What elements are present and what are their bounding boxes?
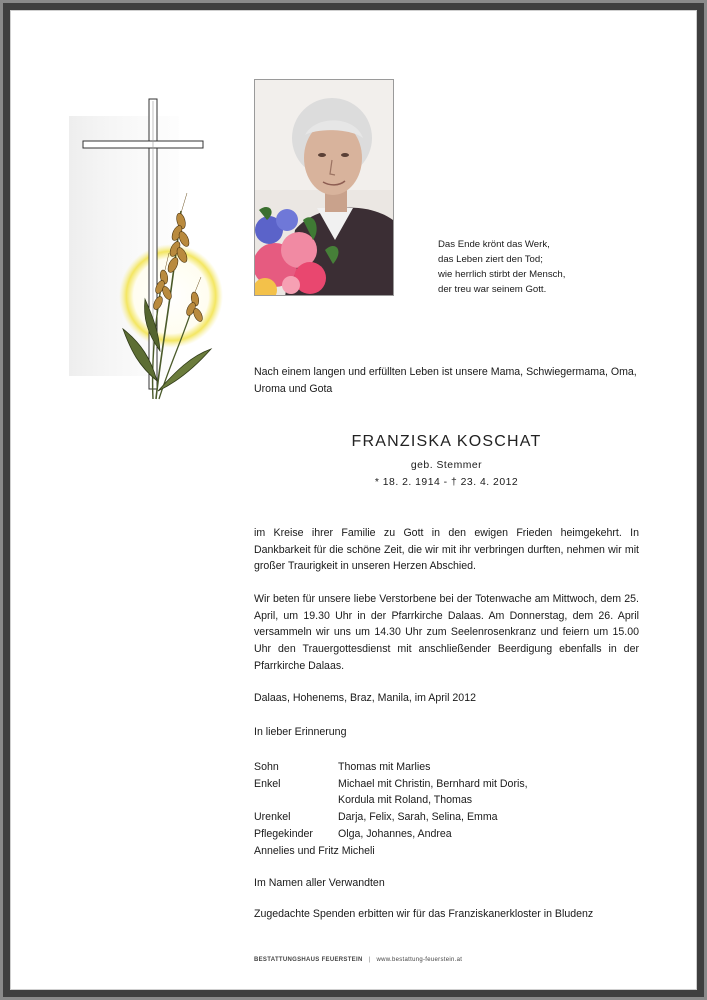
- funeral-home-name: BESTATTUNGSHAUS FEUERSTEIN: [254, 957, 363, 963]
- birth-name: geb. Stemmer: [410, 460, 483, 471]
- family-row: [254, 826, 528, 843]
- poem-line: der treu war seinem Gott.: [438, 284, 547, 295]
- family-names: Michael mit Christin, Bernhard mit Doris,: [338, 777, 528, 790]
- portrait-photo: [254, 79, 394, 296]
- footer-separator: |: [368, 957, 371, 963]
- place-date: Dalaas, Hohenems, Braz, Manila, im April 2012: [254, 692, 476, 704]
- family-role: Pflegekinder: [254, 827, 313, 840]
- poem: [438, 237, 565, 297]
- life-dates: * 18. 2. 1914 - † 23. 4. 2012: [374, 477, 519, 488]
- deceased-name: FRANZISKA KOSCHAT: [351, 433, 542, 450]
- family-list: [254, 759, 528, 859]
- paragraph-farewell: im Kreise ihrer Familie zu Gott in den ewigen Frieden heimgekehrt. In Dankbarkeit für die schöne Zeit, die wir mit ihr verbringen durften, nehmen wir mit großer Traurigkeit in unseren Herzen Abschied.: [254, 527, 639, 573]
- funeral-home-website[interactable]: www.bestattung-feuerstein.at: [376, 957, 463, 963]
- family-row: [254, 776, 528, 793]
- family-role: Enkel: [254, 777, 281, 790]
- poem-line: Das Ende krönt das Werk,: [438, 239, 550, 250]
- family-row: [254, 759, 528, 776]
- family-names: Darja, Felix, Sarah, Selina, Emma: [338, 811, 498, 824]
- family-row: [254, 843, 528, 860]
- poem-line: das Leben ziert den Tod;: [438, 254, 543, 265]
- all-relatives: Im Namen aller Verwandten: [254, 877, 385, 889]
- family-role: Urenkel: [254, 811, 291, 824]
- intro-text: Nach einem langen und erfüllten Leben ist unsere Mama, Schwiegermama, Oma, Uroma und Gota: [254, 366, 637, 395]
- donations-note: Zugedachte Spenden erbitten wir für das Franziskanerkloster in Bludenz: [254, 908, 594, 920]
- footer: [254, 957, 462, 963]
- family-row: [254, 809, 528, 826]
- poem-line: wie herrlich stirbt der Mensch,: [438, 269, 566, 280]
- family-row: [254, 792, 528, 809]
- family-names: Kordula mit Roland, Thomas: [338, 794, 473, 807]
- paragraph-services: Wir beten für unsere liebe Verstorbene bei der Totenwache am Mittwoch, dem 25. April, um 19.30 Uhr in der Pfarrkirche Dalaas. Am Donnerstag, dem 26. April versammeln wir uns um 14.30 Uhr zum Seelenrosenkranz und feiern um 15.00 Uhr den Trauergottesdienst mit anschließender Beerdigung ebenfalls in der Pfarrkirche Dalaas.: [254, 593, 639, 672]
- cross-with-wheat-illustration: [61, 81, 251, 421]
- obituary-page: [10, 10, 697, 990]
- family-names: Olga, Johannes, Andrea: [338, 827, 452, 840]
- in-memory: In lieber Erinnerung: [254, 726, 347, 738]
- family-role: Annelies und Fritz Micheli: [254, 844, 375, 857]
- family-role: Sohn: [254, 761, 279, 773]
- family-names: Thomas mit Marlies: [338, 761, 431, 773]
- family-role: [254, 792, 338, 809]
